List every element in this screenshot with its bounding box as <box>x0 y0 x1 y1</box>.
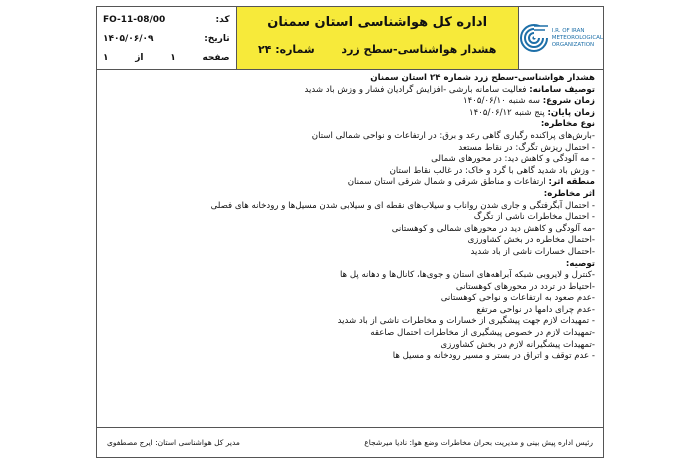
warning-number: شماره: ۲۴ <box>257 43 315 56</box>
region-value: ارتفاعات و مناطق شرقی و شمال شرقی استان سمنان <box>347 177 546 188</box>
start-value: سه شنبه ۱۴۰۵/۰۶/۱۰ <box>462 96 540 107</box>
end-value: پنج شنبه ۱۴۰۵/۰۶/۱۲ <box>469 107 545 118</box>
advice-item: -کنترل و لایروبی شبکه آبراهه‌های استان و جوی‌ها، کانال‌ها و دهانه پل ها <box>339 270 595 281</box>
advice-item: - عدم توقف و اتراق در بستر و مسیر رودخانه و مسیل ها <box>392 351 595 362</box>
warning-document <box>96 6 604 458</box>
page-row <box>103 49 230 68</box>
date-row <box>103 30 230 49</box>
end-line <box>105 108 595 120</box>
description-line <box>105 85 595 97</box>
advice-item: - تمهیدات لازم جهت پیشگیری از خسارات و مخاطرات ناشی از باد شدید <box>337 316 595 327</box>
title-box <box>237 7 519 69</box>
code-row <box>103 11 230 30</box>
date-label: تاریخ: <box>204 34 230 44</box>
warning-title: هشدار هواشناسی-سطح زرد <box>341 43 497 56</box>
logo-box <box>519 7 603 69</box>
end-label: زمان پایان: <box>547 107 595 118</box>
document-code-box <box>97 7 237 69</box>
hazard-item: - مه آلودگی و کاهش دید: در محورهای شمالی <box>431 154 595 165</box>
page-total: ۱ <box>103 53 109 63</box>
effect-item: -مه آلودگی و کاهش دید در محورهای شمالی و کوهستانی <box>391 223 595 234</box>
advice-title: توصیه: <box>565 258 595 269</box>
hazard-item: - وزش باد شدید گاهی با گرد و خاک: در غالب نقاط استان <box>389 165 595 176</box>
title-subrow <box>237 43 518 56</box>
hazard-item: - احتمال ریزش تگرگ: در نقاط مستعد <box>458 142 595 153</box>
region-label: منطقه اثر: <box>548 177 595 188</box>
effect-item: -احتمال مخاطره در بخش کشاورزی <box>467 235 595 246</box>
advice-item: -تمهیدات لازم در خصوص پیشگیری از مخاطرات احتمال صاعقه <box>370 328 595 339</box>
page-current: ۱ <box>170 53 176 63</box>
effects-title: اثر مخاطره: <box>543 188 595 199</box>
region-line <box>105 177 595 189</box>
logo-line: METEOROLOGICAL <box>551 34 603 41</box>
director-signature: مدیر کل هواشناسی استان: ایرج مصطفوی <box>107 438 240 447</box>
effect-item: -احتمال خسارات ناشی از باد شدید <box>470 246 595 257</box>
org-title: اداره کل هواشناسی استان سمنان <box>267 15 488 30</box>
document-header <box>97 7 603 70</box>
meteorological-organization-logo-icon <box>519 23 549 53</box>
logo-line: I.R. OF IRAN <box>551 27 585 34</box>
code-value: FO-11-08/00 <box>103 15 166 25</box>
advice-item: -تمهیدات پیشگیرانه لازم در بخش کشاورزی <box>440 339 595 350</box>
code-label: کد: <box>215 15 230 25</box>
logo-line: ORGANIZATION <box>551 41 595 48</box>
start-label: زمان شروع: <box>542 96 595 107</box>
document-footer <box>97 427 603 457</box>
advice-item: -عدم صعود به ارتفاعات و نواحی کوهستانی <box>440 293 595 304</box>
advice-item: -احتیاط در تردد در محورهای کوهستانی <box>455 281 595 292</box>
forecast-head-signature: رئیس اداره پیش بینی و مدیریت بحران مخاطرات وضع هوا: نادیا میرشجاع <box>364 438 593 447</box>
hazard-title: نوع مخاطره: <box>540 119 595 130</box>
logo-text <box>552 28 603 49</box>
page-of: از <box>135 53 144 63</box>
description-value: فعالیت سامانه بارشی -افزایش گرادیان فشار و وزش باد شدید <box>304 84 527 95</box>
advice-item: -عدم چرای دامها در نواحی مرتفع <box>476 304 595 315</box>
hazard-item: -بارش‌های پراکنده رگباری گاهی رعد و برق: در ارتفاعات و نواحی شمالی استان <box>311 130 595 141</box>
date-value: ۱۴۰۵/۰۶/۰۹ <box>103 34 154 44</box>
effect-item: - احتمال مخاطرات ناشی از تگرگ <box>473 212 595 223</box>
start-line <box>105 96 595 108</box>
document-body <box>97 73 603 363</box>
page-label: صفحه <box>202 53 230 63</box>
warning-heading: هشدار هواشناسی-سطح زرد شماره ۲۴ استان سمنان <box>370 73 595 83</box>
description-label: توصیف سامانه: <box>529 84 595 95</box>
effect-item: - احتمال آبگرفتگی و جاری شدن رواناب و سیلاب‌های نقطه ای و سیلابی شدن مسیل‌ها و رودخانه های فصلی <box>210 200 595 211</box>
